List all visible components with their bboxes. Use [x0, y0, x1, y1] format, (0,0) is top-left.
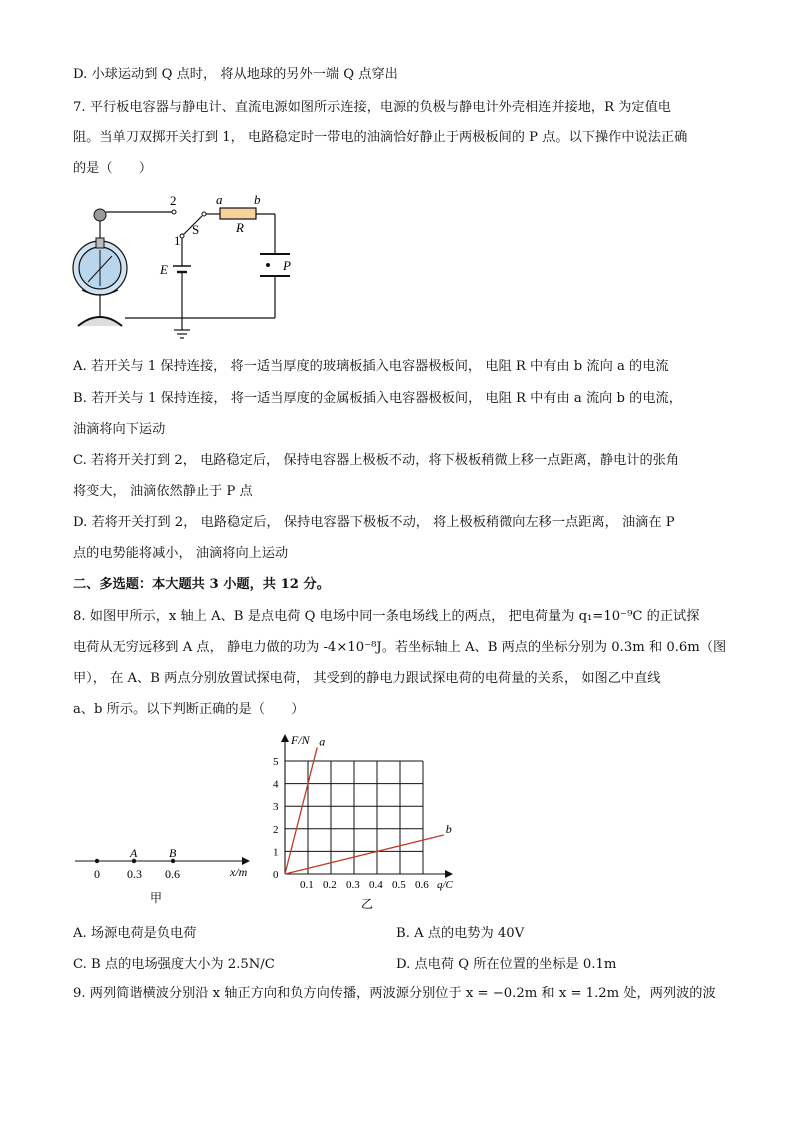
- x-axis-label: x/m: [230, 865, 248, 879]
- q7-option-b: B. 若开关与 1 保持连接， 将一适当厚度的金属板插入电容器极板间， 电阻 R 中有由 a 流向 b 的电流，: [73, 391, 682, 406]
- y-tick-label: 2: [273, 823, 279, 836]
- q8-options-row-1: [73, 922, 733, 941]
- q7-option-d: D. 若将开关打到 2， 电路稳定后， 保持电容器下极板不动， 将上极板稍微向左移一点距离， 油滴在 P: [73, 515, 675, 530]
- q9-stem-line-1: 9. 两列简谐横波分别沿 x 轴正方向和负方向传播，两波源分别位于 x = −0.2m 和 x = 1.2m 处，两列波的波: [73, 986, 716, 1001]
- fig-label-1: 1: [174, 233, 181, 248]
- fig-label-p: P: [283, 258, 291, 273]
- y-tick-label: 4: [273, 778, 279, 791]
- x-axis-arrow: [445, 870, 453, 878]
- series-label-a: a: [319, 734, 326, 749]
- q8-stem-line-4: a、b 所示。以下判断正确的是（ ）: [73, 702, 305, 717]
- point-a-label: A: [130, 846, 138, 860]
- q7-option-b-cont: 油滴将向下运动: [73, 422, 166, 437]
- fig-yi-chart: [262, 730, 482, 910]
- y-tick-label: 5: [273, 756, 279, 768]
- y-tick-label: 1: [273, 846, 279, 859]
- x-tick-label: 0.6: [415, 879, 429, 891]
- q7-stem-line-1: 7. 平行板电容器与静电计、直流电源如图所示连接，电源的负极与静电计外壳相连并接地，R 为定值电: [73, 100, 671, 115]
- q7-stem-line-2: 阻。当单刀双掷开关打到 1， 电路稳定时一带电的油滴恰好静止于两极板间的 P 点。以下操作中说法正确: [73, 130, 688, 145]
- y-axis-title: F/N: [291, 733, 310, 747]
- y-tick-label: 3: [273, 801, 279, 814]
- point-b-label: B: [169, 846, 177, 860]
- x-tick-label: 0.4: [369, 879, 383, 891]
- q8-option-b: B. A 点的电势为 40V: [396, 926, 525, 941]
- q6-option-d: D. 小球运动到 Q 点时， 将从地球的另外一端 Q 点穿出: [73, 67, 398, 82]
- q7-option-a: A. 若开关与 1 保持连接， 将一适当厚度的玻璃板插入电容器极板间， 电阻 R 中有由 b 流向 a 的电流: [73, 359, 669, 374]
- q7-option-d-cont: 点的电势能将减小， 油滴将向上运动: [73, 546, 289, 561]
- tick-03: 0.3: [127, 867, 142, 881]
- q8-stem-line-2: 电荷从无穷远移到 A 点， 静电力做的功为 -4×10⁻⁸J。若坐标轴上 A、B 两点的坐标分别为 0.3m 和 0.6m（图: [73, 640, 727, 655]
- fig-jia-caption: 甲: [150, 891, 163, 905]
- q8-option-c: C. B 点的电场强度大小为 2.5N/C: [73, 957, 275, 972]
- chart-caption: 乙: [361, 897, 374, 910]
- fig-label-2: 2: [170, 193, 177, 208]
- x-tick-label: 0.2: [323, 879, 337, 891]
- q7-circuit-figure: [70, 190, 310, 345]
- x-tick-label: 0.3: [346, 879, 360, 891]
- q8-option-a: A. 场源电荷是负电荷: [73, 926, 197, 941]
- tick-0: 0: [94, 867, 100, 881]
- series-label-b: b: [445, 822, 452, 837]
- q8-option-d: D. 点电荷 Q 所在位置的坐标是 0.1m: [396, 957, 617, 972]
- y-axis-arrow: [281, 734, 289, 742]
- q8-stem-line-1: 8. 如图甲所示，x 轴上 A、B 是点电荷 Q 电场中同一条电场线上的两点， 把电荷量为 q₁=10⁻⁹C 的正试探: [73, 609, 700, 624]
- q8-stem-line-3: 甲）， 在 A、B 两点分别放置试探电荷， 其受到的静电力跟试探电荷的电荷量的关系， 如图乙中直线: [73, 671, 661, 686]
- x-axis-title: q/C: [437, 879, 453, 891]
- fig-label-b: b: [254, 192, 261, 207]
- fig-label-s: S: [192, 222, 200, 237]
- fig-label-r: R: [236, 220, 244, 235]
- fig-jia: [70, 840, 260, 910]
- fig-label-e: E: [160, 262, 168, 277]
- tick-06: 0.6: [165, 867, 180, 881]
- q7-stem-line-3: 的是（ ）: [73, 161, 153, 176]
- series-line-b: [285, 835, 444, 874]
- section-heading: 二、多选题：本大题共 3 小题，共 12 分。: [73, 577, 330, 592]
- q7-option-c: C. 若将开关打到 2， 电路稳定后， 保持电容器上极板不动，将下极板稍微上移一点距离，静电计的张角: [73, 453, 680, 468]
- x-tick-label: 0.1: [300, 879, 314, 891]
- series-line-a: [285, 747, 317, 874]
- q7-option-c-cont: 将变大， 油滴依然静止于 P 点: [73, 484, 253, 499]
- x-tick-label: 0.5: [392, 879, 406, 891]
- q8-options-row-2: [73, 953, 733, 972]
- fig-label-a: a: [216, 192, 223, 207]
- y-tick-label: 0: [273, 869, 279, 881]
